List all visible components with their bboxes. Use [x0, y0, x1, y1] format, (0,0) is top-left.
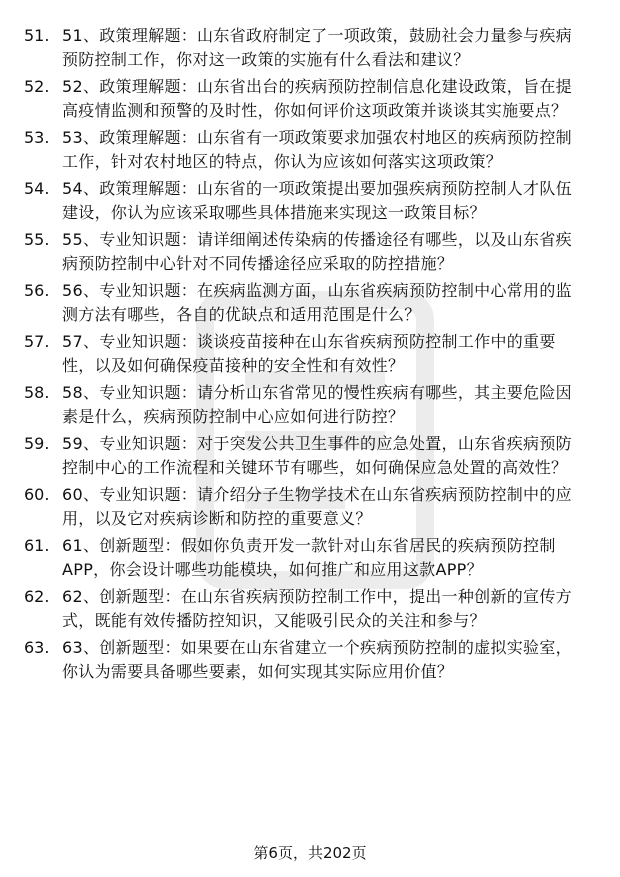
question-number: 62. — [24, 587, 50, 606]
question-number: 52. — [24, 77, 50, 96]
question-text: 56、专业知识题：在疾病监测方面，山东省疾病预防控制中心常用的监测方法有哪些，各自的优缺点和适用范围是什么？ — [62, 281, 572, 324]
question-item — [0, 126, 620, 173]
question-text: 53、政策理解题：山东省有一项政策要求加强农村地区的疾病预防控制工作，针对农村地区的特点，你认为应该如何落实这项政策？ — [62, 128, 572, 171]
question-text: 59、专业知识题：对于突发公共卫生事件的应急处置，山东省疾病预防控制中心的工作流程和关键环节有哪些，如何确保应急处置的高效性？ — [62, 434, 572, 477]
question-number: 54. — [24, 179, 50, 198]
question-item — [0, 636, 620, 683]
question-text: 51、政策理解题：山东省政府制定了一项政策，鼓励社会力量参与疾病预防控制工作，你对这一政策的实施有什么看法和建议？ — [62, 26, 572, 69]
question-number: 60. — [24, 485, 50, 504]
question-number: 58. — [24, 383, 50, 402]
question-text: 60、专业知识题：请介绍分子生物学技术在山东省疾病预防控制中的应用，以及它对疾病诊断和防控的重要意义？ — [62, 485, 572, 528]
question-item — [0, 432, 620, 479]
question-text: 55、专业知识题：请详细阐述传染病的传播途径有哪些，以及山东省疾病预防控制中心针对不同传播途径应采取的防控措施？ — [62, 230, 572, 273]
question-item — [0, 585, 620, 632]
question-number: 53. — [24, 128, 50, 147]
question-item — [0, 279, 620, 326]
question-number: 56. — [24, 281, 50, 300]
question-list — [0, 24, 620, 687]
question-text: 52、政策理解题：山东省出台的疾病预防控制信息化建设政策，旨在提高疫情监测和预警的及时性，你如何评价这项政策并谈谈其实施要点？ — [62, 77, 572, 120]
question-number: 51. — [24, 26, 50, 45]
question-item — [0, 483, 620, 530]
question-item — [0, 381, 620, 428]
question-text: 61、创新题型：假如你负责开发一款针对山东省居民的疾病预防控制APP，你会设计哪些功能模块，如何推广和应用这款APP？ — [62, 536, 556, 579]
page-footer: 第6页，共202页 — [253, 844, 367, 862]
question-number: 61. — [24, 536, 50, 555]
question-number: 63. — [24, 638, 50, 657]
question-text: 63、创新题型：如果要在山东省建立一个疾病预防控制的虚拟实验室，你认为需要具备哪些要素，如何实现其实际应用价值？ — [62, 638, 572, 681]
question-number: 57. — [24, 332, 50, 351]
question-text: 54、政策理解题：山东省的一项政策提出要加强疾病预防控制人才队伍建设，你认为应该采取哪些具体措施来实现这一政策目标？ — [62, 179, 572, 222]
question-item — [0, 534, 620, 581]
question-number: 59. — [24, 434, 50, 453]
question-item — [0, 75, 620, 122]
question-item — [0, 330, 620, 377]
question-item — [0, 228, 620, 275]
question-item — [0, 24, 620, 71]
question-text: 57、专业知识题：谈谈疫苗接种在山东省疾病预防控制工作中的重要性，以及如何确保疫苗接种的安全性和有效性？ — [62, 332, 556, 375]
question-text: 62、创新题型：在山东省疾病预防控制工作中，提出一种创新的宣传方式，既能有效传播防控知识，又能吸引民众的关注和参与？ — [62, 587, 572, 630]
question-item — [0, 177, 620, 224]
question-number: 55. — [24, 230, 50, 249]
question-text: 58、专业知识题：请分析山东省常见的慢性疾病有哪些，其主要危险因素是什么，疾病预防控制中心应如何进行防控？ — [62, 383, 572, 426]
